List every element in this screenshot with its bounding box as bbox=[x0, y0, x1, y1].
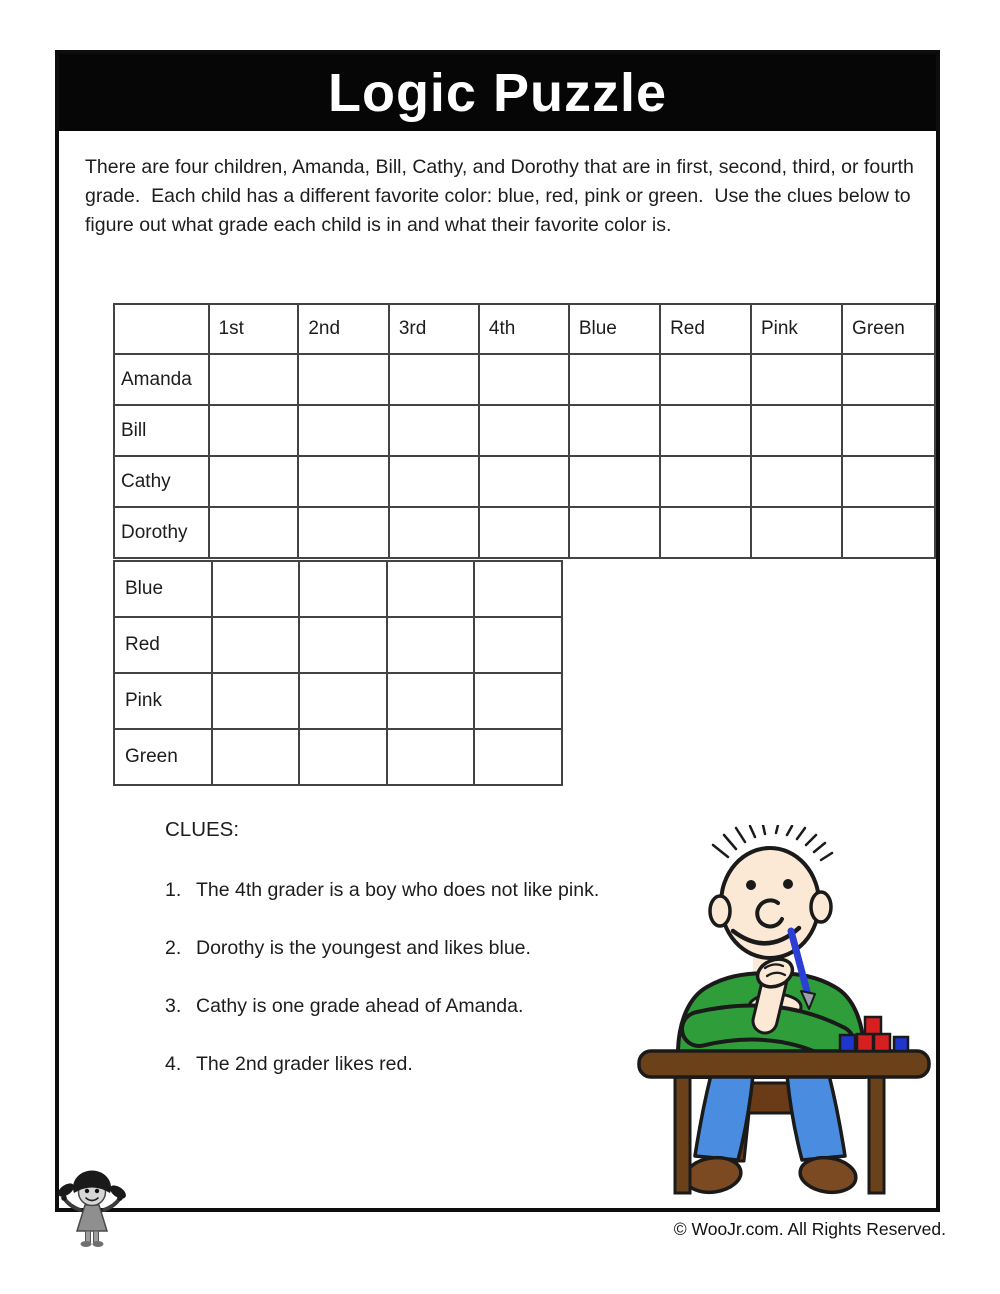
clue-list bbox=[165, 878, 635, 1076]
cell-cathy-2nd[interactable] bbox=[298, 456, 389, 507]
logic-grid-children-body bbox=[114, 354, 935, 558]
cell-dorothy-1st[interactable] bbox=[209, 507, 299, 558]
cell-bill-blue[interactable] bbox=[569, 405, 660, 456]
cell-cathy-green[interactable] bbox=[842, 456, 935, 507]
cell-pink-4th[interactable] bbox=[474, 673, 562, 729]
cell-green-2nd[interactable] bbox=[299, 729, 387, 785]
cell-cathy-red[interactable] bbox=[660, 456, 751, 507]
grid-row-green bbox=[114, 729, 562, 785]
cell-amanda-3rd[interactable] bbox=[389, 354, 479, 405]
cell-blue-3rd[interactable] bbox=[387, 561, 475, 617]
grid-corner-cell bbox=[114, 304, 209, 354]
grid-row-blue bbox=[114, 561, 562, 617]
cell-blue-2nd[interactable] bbox=[299, 561, 387, 617]
grid-row-pink bbox=[114, 673, 562, 729]
cell-blue-4th[interactable] bbox=[474, 561, 562, 617]
cell-amanda-blue[interactable] bbox=[569, 354, 660, 405]
cell-cathy-1st[interactable] bbox=[209, 456, 299, 507]
cell-amanda-2nd[interactable] bbox=[298, 354, 389, 405]
col-header-2nd: 2nd bbox=[298, 304, 389, 354]
clue-item-4 bbox=[165, 1052, 635, 1076]
row-header-pink: Pink bbox=[114, 673, 212, 729]
cell-amanda-1st[interactable] bbox=[209, 354, 299, 405]
title-bar bbox=[59, 54, 936, 131]
cell-bill-2nd[interactable] bbox=[298, 405, 389, 456]
cell-dorothy-3rd[interactable] bbox=[389, 507, 479, 558]
desk bbox=[639, 1051, 929, 1193]
col-header-pink: Pink bbox=[751, 304, 842, 354]
logic-grid-colors-body bbox=[114, 561, 562, 785]
page-frame bbox=[55, 50, 940, 1212]
cell-red-2nd[interactable] bbox=[299, 617, 387, 673]
woojr-mascot-logo bbox=[56, 1160, 128, 1255]
clue-number: 1. bbox=[165, 879, 182, 901]
cell-amanda-red[interactable] bbox=[660, 354, 751, 405]
clue-number: 4. bbox=[165, 1053, 182, 1075]
boy-figure bbox=[677, 825, 865, 1196]
grid-row-dorothy bbox=[114, 507, 935, 558]
cell-green-1st[interactable] bbox=[212, 729, 300, 785]
row-header-dorothy: Dorothy bbox=[114, 507, 209, 558]
cell-bill-1st[interactable] bbox=[209, 405, 299, 456]
cell-green-4th[interactable] bbox=[474, 729, 562, 785]
col-header-red: Red bbox=[660, 304, 751, 354]
clue-item-3 bbox=[165, 994, 635, 1018]
clue-item-2 bbox=[165, 936, 635, 960]
boy-at-desk-illustration bbox=[625, 825, 935, 1197]
cell-dorothy-2nd[interactable] bbox=[298, 507, 389, 558]
col-header-3rd: 3rd bbox=[389, 304, 479, 354]
clue-item-1 bbox=[165, 878, 635, 902]
clue-text: Dorothy is the youngest and likes blue. bbox=[196, 937, 531, 959]
cell-pink-3rd[interactable] bbox=[387, 673, 475, 729]
logic-grid-children bbox=[113, 303, 936, 559]
cell-blue-1st[interactable] bbox=[212, 561, 300, 617]
cell-amanda-4th[interactable] bbox=[479, 354, 569, 405]
clues-heading: CLUES: bbox=[165, 818, 240, 841]
logic-grid-children-header bbox=[114, 304, 935, 354]
cell-green-3rd[interactable] bbox=[387, 729, 475, 785]
row-header-blue: Blue bbox=[114, 561, 212, 617]
clues-section bbox=[165, 818, 635, 1076]
clue-text: Cathy is one grade ahead of Amanda. bbox=[196, 995, 524, 1017]
cell-cathy-4th[interactable] bbox=[479, 456, 569, 507]
col-header-blue: Blue bbox=[569, 304, 660, 354]
row-header-green: Green bbox=[114, 729, 212, 785]
row-header-cathy: Cathy bbox=[114, 456, 209, 507]
row-header-amanda: Amanda bbox=[114, 354, 209, 405]
cell-bill-red[interactable] bbox=[660, 405, 751, 456]
clue-text: The 2nd grader likes red. bbox=[196, 1053, 413, 1075]
cell-dorothy-green[interactable] bbox=[842, 507, 935, 558]
clue-text: The 4th grader is a boy who does not like pink. bbox=[196, 879, 600, 901]
row-header-bill: Bill bbox=[114, 405, 209, 456]
cell-pink-2nd[interactable] bbox=[299, 673, 387, 729]
cell-red-1st[interactable] bbox=[212, 617, 300, 673]
col-header-4th: 4th bbox=[479, 304, 569, 354]
clue-number: 2. bbox=[165, 937, 182, 959]
cell-dorothy-blue[interactable] bbox=[569, 507, 660, 558]
clue-number: 3. bbox=[165, 995, 182, 1017]
cell-red-3rd[interactable] bbox=[387, 617, 475, 673]
cell-amanda-green[interactable] bbox=[842, 354, 935, 405]
cell-dorothy-pink[interactable] bbox=[751, 507, 842, 558]
col-header-1st: 1st bbox=[209, 304, 299, 354]
intro-paragraph: There are four children, Amanda, Bill, Cathy, and Dorothy that are in first, second, third, or fourth grade. Each child has a different favorite color: blue, red, pink or green. Use the clues below to figure out what grade each child is in and what their favorite color is. bbox=[85, 156, 920, 236]
cell-amanda-pink[interactable] bbox=[751, 354, 842, 405]
cell-cathy-blue[interactable] bbox=[569, 456, 660, 507]
cell-bill-4th[interactable] bbox=[479, 405, 569, 456]
cell-bill-green[interactable] bbox=[842, 405, 935, 456]
grid-row-amanda bbox=[114, 354, 935, 405]
cell-dorothy-red[interactable] bbox=[660, 507, 751, 558]
cell-bill-3rd[interactable] bbox=[389, 405, 479, 456]
cell-red-4th[interactable] bbox=[474, 617, 562, 673]
grid-row-red bbox=[114, 617, 562, 673]
row-header-red: Red bbox=[114, 617, 212, 673]
grid-header-row bbox=[114, 304, 935, 354]
cell-pink-1st[interactable] bbox=[212, 673, 300, 729]
copyright-text: © WooJr.com. All Rights Reserved. bbox=[673, 1219, 946, 1239]
cell-dorothy-4th[interactable] bbox=[479, 507, 569, 558]
col-header-green: Green bbox=[842, 304, 935, 354]
cell-cathy-3rd[interactable] bbox=[389, 456, 479, 507]
grid-row-bill bbox=[114, 405, 935, 456]
logic-grid-colors bbox=[113, 560, 563, 786]
cell-cathy-pink[interactable] bbox=[751, 456, 842, 507]
grid-row-cathy bbox=[114, 456, 935, 507]
cell-bill-pink[interactable] bbox=[751, 405, 842, 456]
page-title: Logic Puzzle bbox=[327, 62, 668, 123]
